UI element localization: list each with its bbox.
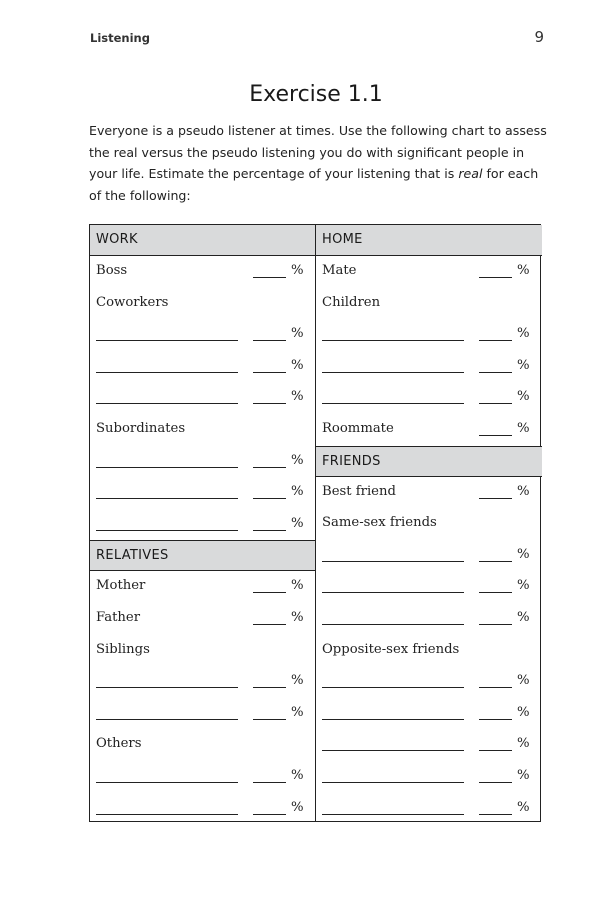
percent-sign: %	[517, 673, 530, 689]
percent-sign: %	[517, 263, 530, 278]
chart-row-blank	[316, 571, 542, 603]
exercise-title: Exercise 1.1	[249, 82, 383, 107]
chart-row-blank	[90, 382, 316, 414]
name-blank-line[interactable]	[96, 340, 238, 341]
name-blank-line[interactable]	[322, 624, 464, 625]
chart-row-blank	[316, 761, 542, 793]
percent-sign: %	[517, 736, 530, 752]
row-label: Others	[96, 736, 142, 752]
chart-row-blank	[316, 319, 542, 351]
percent-blank-line[interactable]	[479, 372, 512, 373]
chart-row-blank	[90, 509, 316, 541]
percent-sign: %	[291, 578, 304, 594]
row-label: Mate	[322, 263, 357, 278]
percent-blank-line[interactable]	[479, 814, 512, 815]
row-label: Roommate	[322, 420, 394, 436]
row-label: Coworkers	[96, 294, 169, 310]
percent-blank-line[interactable]	[253, 687, 286, 688]
percent-blank-line[interactable]	[479, 498, 512, 499]
intro-paragraph	[89, 120, 549, 206]
percent-sign: %	[291, 484, 304, 500]
name-blank-line[interactable]	[96, 372, 238, 373]
percent-sign: %	[517, 357, 530, 373]
percent-blank-line[interactable]	[479, 719, 512, 720]
chart-row-blank	[316, 698, 542, 730]
chart-row-blank	[316, 603, 542, 635]
percent-sign: %	[291, 673, 304, 689]
chart-row-opposite-sex-friends	[316, 635, 542, 667]
percent-sign: %	[291, 704, 304, 720]
name-blank-line[interactable]	[96, 782, 238, 783]
percent-sign: %	[517, 420, 530, 436]
row-label: Father	[96, 609, 141, 625]
section-header-friends: FRIENDS	[316, 446, 542, 477]
name-blank-line[interactable]	[96, 687, 238, 688]
percent-blank-line[interactable]	[253, 624, 286, 625]
name-blank-line[interactable]	[322, 750, 464, 751]
chart-row-same-sex-friends	[316, 508, 542, 540]
percent-sign: %	[517, 704, 530, 720]
percent-blank-line[interactable]	[479, 277, 512, 278]
row-label: Best friend	[322, 483, 396, 499]
percent-blank-line[interactable]	[253, 277, 286, 278]
percent-sign: %	[291, 609, 304, 625]
chart-row-children	[316, 288, 542, 320]
row-label: Boss	[96, 263, 128, 278]
page-number: 9	[534, 28, 544, 46]
percent-sign: %	[291, 799, 304, 815]
chart-row-blank	[90, 446, 316, 478]
chart-column-right	[316, 225, 542, 824]
percent-sign: %	[517, 767, 530, 783]
section-header-relatives: RELATIVES	[90, 540, 316, 571]
name-blank-line[interactable]	[322, 340, 464, 341]
name-blank-line[interactable]	[322, 372, 464, 373]
intro-text: Everyone is a pseudo listener at times. Use the following chart to assess the real versus the pseudo listening you do with significant people in your life. Estimate the percentage of your listening that is	[89, 123, 547, 181]
chart-column-left	[90, 225, 316, 824]
chart-row-blank	[316, 793, 542, 825]
row-label: Children	[322, 294, 381, 310]
chart-row-father	[90, 603, 316, 635]
chart-row-roommate	[316, 414, 542, 446]
percent-sign: %	[517, 609, 530, 625]
name-blank-line[interactable]	[322, 814, 464, 815]
percent-blank-line[interactable]	[479, 340, 512, 341]
percent-sign: %	[517, 546, 530, 562]
chart-row-siblings	[90, 635, 316, 667]
chart-row-coworkers	[90, 288, 316, 320]
section-header-home: HOME	[316, 225, 542, 256]
percent-sign: %	[517, 326, 530, 342]
name-blank-line[interactable]	[96, 403, 238, 404]
listening-chart	[89, 224, 541, 822]
name-blank-line[interactable]	[96, 719, 238, 720]
name-blank-line[interactable]	[322, 561, 464, 562]
percent-sign: %	[517, 389, 530, 405]
row-label: Mother	[96, 578, 146, 594]
chart-row-mate	[316, 256, 542, 288]
name-blank-line[interactable]	[96, 530, 238, 531]
chart-row-blank	[90, 698, 316, 730]
percent-sign: %	[291, 263, 304, 278]
percent-sign: %	[291, 389, 304, 405]
row-label: Same-sex friends	[322, 515, 437, 531]
chart-row-blank	[316, 351, 542, 383]
chart-row-blank	[90, 793, 316, 825]
row-label: Opposite-sex friends	[322, 641, 460, 657]
percent-blank-line[interactable]	[253, 719, 286, 720]
running-head: Listening	[90, 31, 150, 45]
percent-blank-line[interactable]	[253, 814, 286, 815]
chart-row-subordinates	[90, 414, 316, 446]
name-blank-line[interactable]	[322, 719, 464, 720]
percent-blank-line[interactable]	[253, 467, 286, 468]
intro-text-end: for each of the following:	[89, 166, 539, 203]
section-header-work: WORK	[90, 225, 316, 256]
percent-sign: %	[291, 326, 304, 342]
row-label: Siblings	[96, 641, 150, 657]
percent-blank-line[interactable]	[479, 782, 512, 783]
name-blank-line[interactable]	[322, 687, 464, 688]
percent-sign: %	[291, 767, 304, 783]
row-label: Subordinates	[96, 420, 186, 436]
chart-row-best-friend	[316, 477, 542, 509]
percent-sign: %	[291, 452, 304, 468]
chart-row-blank	[90, 761, 316, 793]
percent-blank-line[interactable]	[479, 592, 512, 593]
chart-row-blank	[316, 382, 542, 414]
percent-blank-line[interactable]	[479, 687, 512, 688]
chart-row-boss	[90, 256, 316, 288]
percent-blank-line[interactable]	[479, 435, 512, 436]
chart-row-mother	[90, 571, 316, 603]
percent-blank-line[interactable]	[253, 372, 286, 373]
percent-sign: %	[517, 799, 530, 815]
percent-blank-line[interactable]	[253, 340, 286, 341]
percent-blank-line[interactable]	[253, 403, 286, 404]
name-blank-line[interactable]	[322, 782, 464, 783]
percent-sign: %	[517, 578, 530, 594]
percent-blank-line[interactable]	[479, 561, 512, 562]
chart-row-blank	[90, 319, 316, 351]
percent-blank-line[interactable]	[479, 750, 512, 751]
percent-blank-line[interactable]	[479, 624, 512, 625]
chart-row-blank	[316, 540, 542, 572]
chart-row-blank	[316, 666, 542, 698]
percent-sign: %	[291, 357, 304, 373]
name-blank-line[interactable]	[96, 814, 238, 815]
chart-row-blank	[90, 351, 316, 383]
percent-sign: %	[291, 515, 304, 531]
chart-row-blank	[90, 477, 316, 509]
name-blank-line[interactable]	[322, 592, 464, 593]
percent-blank-line[interactable]	[253, 498, 286, 499]
chart-row-blank	[316, 729, 542, 761]
percent-blank-line[interactable]	[253, 592, 286, 593]
name-blank-line[interactable]	[96, 498, 238, 499]
chart-row-others	[90, 729, 316, 761]
name-blank-line[interactable]	[96, 467, 238, 468]
percent-blank-line[interactable]	[479, 403, 512, 404]
intro-emphasis: real	[458, 166, 483, 181]
percent-blank-line[interactable]	[253, 530, 286, 531]
percent-sign: %	[517, 483, 530, 499]
name-blank-line[interactable]	[322, 403, 464, 404]
chart-row-blank	[90, 666, 316, 698]
percent-blank-line[interactable]	[253, 782, 286, 783]
